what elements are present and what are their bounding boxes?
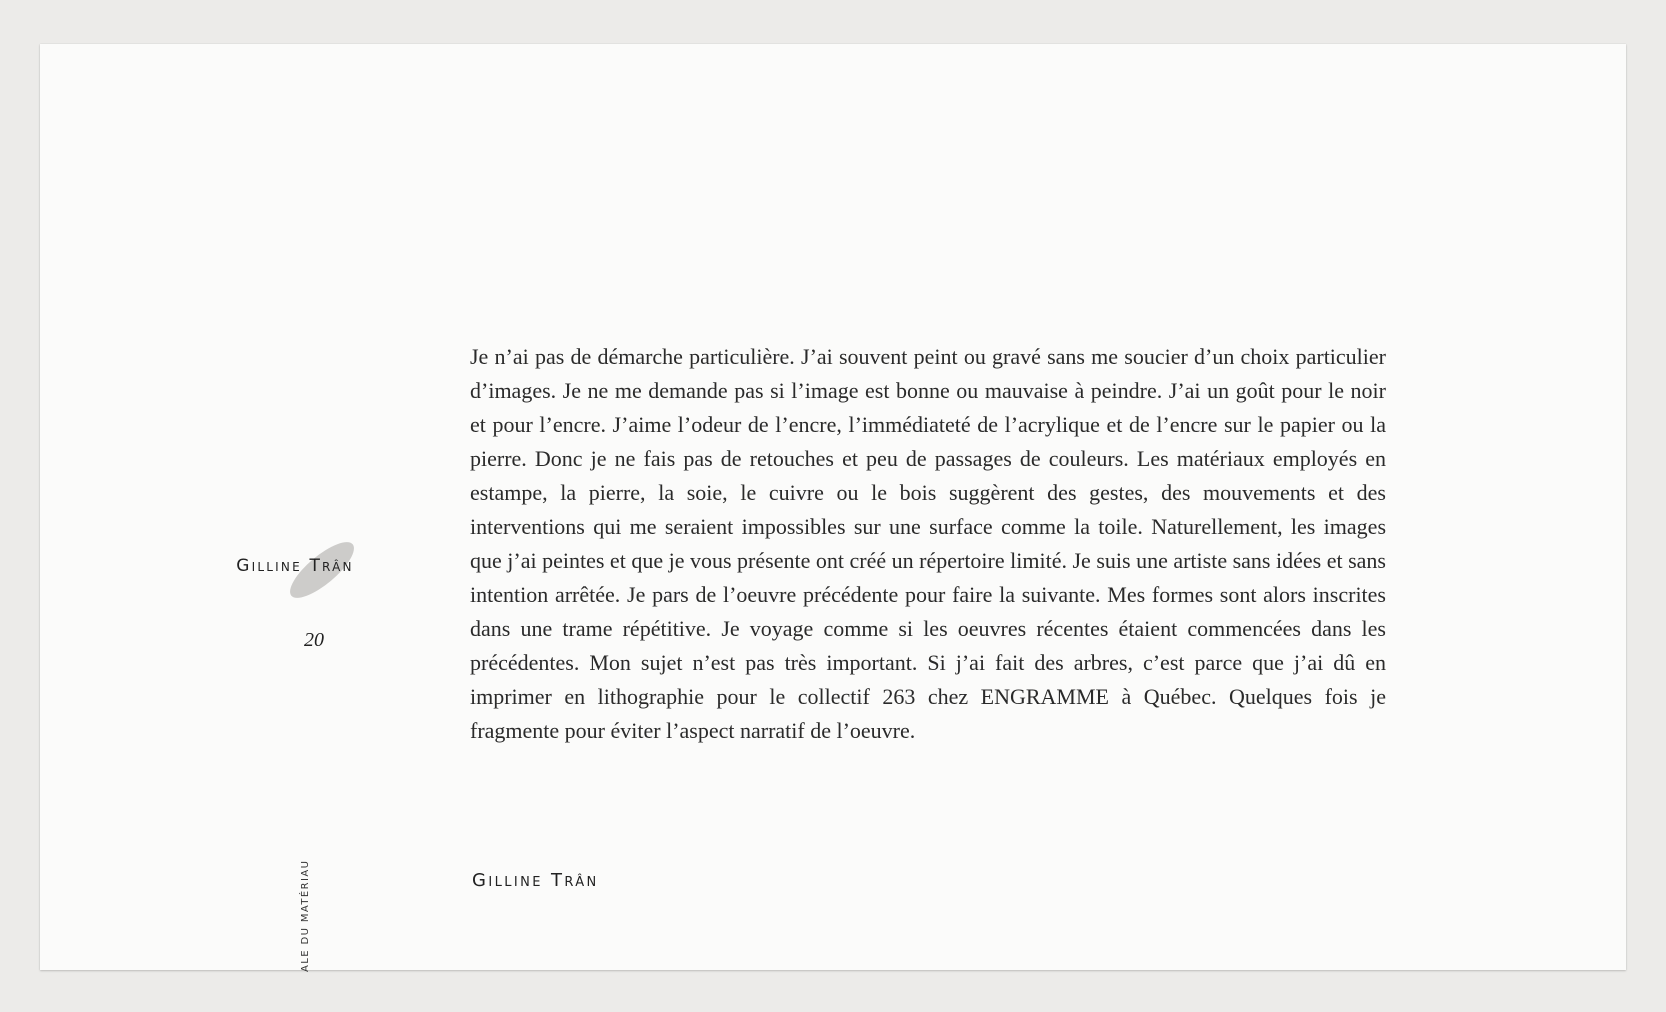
vertical-margin-label: ALE DU MATÉRIAU	[300, 859, 311, 972]
side-author-name: Gilline Trân	[236, 556, 354, 576]
vertical-margin-text	[298, 826, 318, 972]
author-signature: Gilline Trân	[472, 870, 599, 891]
side-author-block	[200, 556, 390, 576]
page-number: 20	[304, 629, 324, 651]
body-paragraph: Je n’ai pas de démarche particulière. J’ai souvent peint ou gravé sans me soucier d’un choix particulier d’images. Je ne me demande pas si l’image est bonne ou mauvaise à peindre. J’ai un goût pour le noir et pour l’encre. J’aime l’odeur de l’encre, l’immédiateté de l’acrylique et de l’encre sur le papier ou la pierre. Donc je ne fais pas de retouches et peu de passages de couleurs. Les matériaux employés en estampe, la pierre, la soie, le cuivre ou le bois suggèrent des gestes, des mouvements et des interventions qui me seraient impossibles sur une surface comme la toile. Naturellement, les images que j’ai peintes et que je vous présente ont créé un répertoire limité. Je suis une artiste sans idées et sans intention arrêtée. Je pars de l’oeuvre précédente pour faire la suivante. Mes formes sont alors inscrites dans une trame répétitive. Je voyage comme si les oeuvres récentes étaient commencées dans les précédentes. Mon sujet n’est pas très important. Si j’ai fait des arbres, c’est parce que j’ai dû en imprimer en lithographie pour le collectif 263 chez ENGRAMME à Québec. Quelques fois je fragmente pour éviter l’aspect narratif de l’oeuvre.	[470, 344, 1386, 743]
